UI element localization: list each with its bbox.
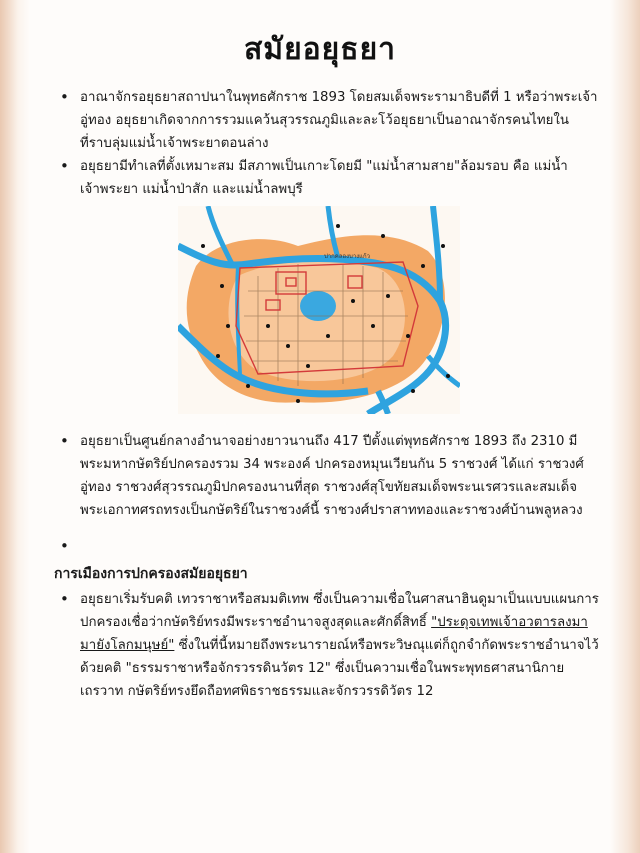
intro-bullet-list	[60, 86, 600, 201]
middle-bullet-dynasties: • อยุธยาเป็นศูนย์กลางอำนาจอย่างยาวนานถึง 417 ปีตั้งแต่พุทธศักราช 1893 ถึง 2310 มีพระมหากษัตริย์ปกครองรวม 34 พระองค์ ปกครองหมุนเวียนกัน 5 ราชวงศ์ ได้แก่ ราชวงศ์อู่ทอง ราชวงศ์สุวรรณภูมิปกครองนานที่สุด ราชวงศ์สุโขทัยสมเด็จพระนเรศวรและสมเด็จพระเอกาทศรถทรงเป็นกษัตริย์ในราชวงศ์นี้ ราชวงศ์ปราสาททองและราชวงศ์บ้านพลูหลวง	[60, 430, 600, 522]
intro-bullet-location: • อยุธยามีทำเลที่ตั้งเหมาะสม มีสภาพเป็นเกาะโดยมี "แม่น้ำสามสาย"ล้อมรอบ คือ แม่น้ำเจ้าพระยา แม่น้ำป่าสัก และแม่น้ำลพบุรี	[60, 155, 600, 201]
politics-text-part1: อยุธยาเริ่มรับคติ เทวราชาหรือสมมติเทพ ซึ่งเป็นความเชื่อในศาสนาฮินดูมาเป็นแบบแผนการปกครองเชื่อว่ากษัตริย์ทรงมีพระราชอำนาจสูงสุดและศักดิ์สิทธิ์	[80, 592, 599, 630]
intro-bullet-founding: • อาณาจักรอยุธยาสถาปนาในพุทธศักราช 1893 โดยสมเด็จพระรามาธิบดีที่ 1 หรือว่าพระเจ้าอู่ทอง อยุธยาเกิดจากการรวมแคว้นสุวรรณภูมิและละโว้อยุธยาเป็นอาณาจักรคนไทยในที่ราบลุ่มแม่น้ำเจ้าพระยาตอนล่าง	[60, 86, 600, 155]
politics-text-part2: ซึ่งในที่นี้หมายถึงพระนารายณ์หรือพระวิษณุแต่ก็ถูกจำกัดพระราชอำนาจไว้ด้วยคติ "ธรรมราชาหรือจักรวรรดินวัตร 12" ซึ่งเป็นความเชื่อในพระพุทธศาสนานิกายเถรวาท กษัตริย์ทรงยึดถือทศพิธราชธรรมและจักรวรรดิวัตร 12	[80, 638, 599, 699]
politics-underlined-quote: "ประดุจเทพเจ้าอวตารลงมามายังโลกมนุษย์"	[80, 615, 588, 653]
page-title: สมัยอยุธยา	[244, 32, 396, 67]
politics-bullet-list	[60, 588, 600, 703]
ayutthaya-island-map-icon	[178, 206, 460, 414]
section-heading-politics: การเมืองการปกครองสมัยอยุธยา	[54, 566, 248, 582]
map-label: ปากคลองบางแก้ว	[324, 253, 371, 260]
middle-bullet-list	[60, 430, 600, 522]
empty-bullet: •	[60, 537, 69, 555]
politics-bullet	[60, 588, 600, 703]
ayutthaya-map-image	[178, 206, 460, 414]
